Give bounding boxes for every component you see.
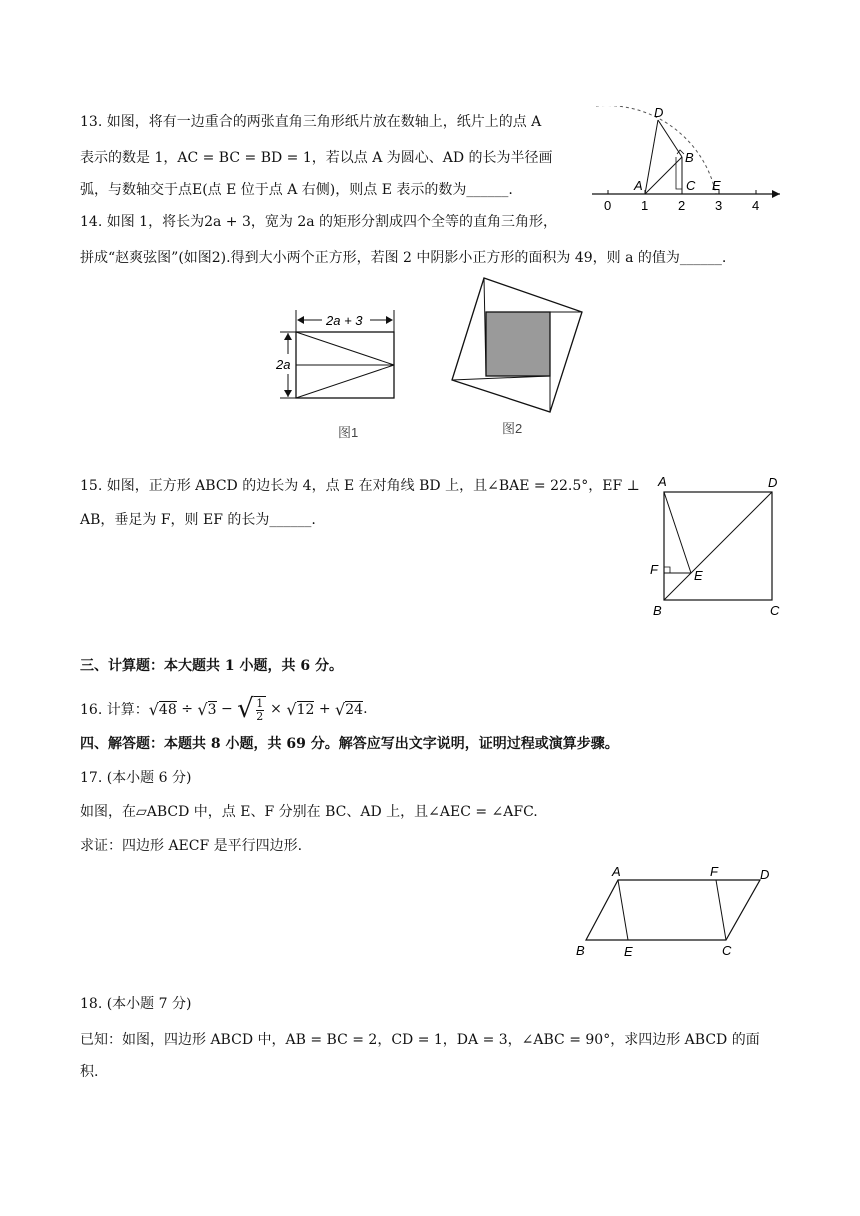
q16-prefix: 16. 计算： — [80, 702, 149, 718]
label-A: A — [612, 864, 621, 879]
q16-fraction: $\frac{1}{2}$ — [254, 696, 266, 723]
radical-icon: √ — [197, 699, 208, 719]
label-E: E — [712, 178, 721, 193]
q13-line3: 弧，与数轴交于点E(点 E 位于点 A 右侧)，则点 E 表示的数为______. — [80, 182, 513, 198]
segment-FC — [716, 880, 726, 940]
label-A: A — [658, 474, 667, 489]
fig1-height-label: 2a — [276, 357, 291, 372]
radical-icon: √ — [148, 699, 159, 719]
q16-radicand-1: 48 — [158, 701, 177, 718]
q16-radicand-4: 24 — [345, 701, 364, 718]
segment-AE — [664, 492, 691, 573]
label-B: B — [685, 150, 694, 165]
tick-3: 3 — [715, 198, 723, 213]
radical-icon: √ — [286, 699, 297, 719]
q14-figure2 — [446, 272, 590, 442]
parallelogram-ABCD — [586, 880, 760, 940]
fig2-shaded-square — [486, 312, 550, 376]
tick-1: 1 — [641, 198, 649, 213]
label-F: F — [650, 562, 658, 577]
label-D: D — [654, 106, 664, 120]
q15-line1: 15. 如图，正方形 ABCD 的边长为 4，点 E 在对角线 BD 上，且∠BAE = 22.5°，EF ⊥ — [80, 478, 640, 494]
segment-AE — [618, 880, 628, 940]
label-C: C — [722, 943, 732, 958]
fig1-width-label: 2a + 3 — [326, 313, 363, 328]
label-C: C — [770, 603, 780, 618]
q18-title: 18. (本小题 7 分) — [80, 996, 192, 1012]
tick-2: 2 — [678, 198, 686, 213]
q13-figure — [588, 106, 788, 214]
label-D: D — [760, 867, 770, 882]
fig1-caption: 图1 — [338, 425, 359, 440]
tick-0: 0 — [604, 198, 612, 213]
axis-arrow-icon — [772, 190, 780, 198]
label-B: B — [576, 943, 585, 958]
q17-line1: 如图，在▱ABCD 中，点 E、F 分别在 BC、AD 上，且∠AEC = ∠AFC. — [80, 804, 538, 820]
label-F: F — [710, 864, 718, 879]
label-E: E — [624, 944, 633, 959]
q18-line2: 积. — [80, 1064, 99, 1080]
q15-line2: AB，垂足为 F，则 EF 的长为______. — [80, 512, 316, 528]
q16-expression: 16. 计算： √ 48 ÷ √ 3 − √ $\frac{1}{2}$ × √ 12 + √ 24 . — [80, 694, 368, 724]
section4-heading: 四、解答题：本题共 8 小题，共 69 分。解答应写出文字说明，证明过程或演算步骤。 — [80, 736, 619, 752]
q17-line2: 求证：四边形 AECF 是平行四边形. — [80, 838, 303, 854]
q14-figure1 — [272, 306, 412, 440]
q17-title: 17. (本小题 6 分) — [80, 770, 192, 786]
label-B: B — [653, 603, 662, 618]
q18-line1: 已知：如图，四边形 ABCD 中，AB = BC = 2，CD = 1，DA = 3，∠ABC = 90°，求四边形 ABCD 的面 — [80, 1032, 760, 1048]
q17-figure — [570, 860, 780, 964]
q15-figure — [646, 474, 786, 620]
q16-radicand-3: 12 — [296, 701, 315, 718]
label-C: C — [686, 178, 696, 193]
diagonal-BD — [664, 492, 772, 600]
q16-radicand-2: 3 — [207, 701, 217, 718]
radical-icon: √ — [237, 694, 254, 724]
label-D: D — [768, 475, 778, 490]
q13-line1: 13. 如图，将有一边重合的两张直角三角形纸片放在数轴上，纸片上的点 A — [80, 114, 542, 130]
q13-line2: 表示的数是 1，AC = BC = BD = 1，若以点 A 为圆心、AD 的长为半径画 — [80, 150, 553, 166]
section3-heading: 三、计算题：本大题共 1 小题，共 6 分。 — [80, 658, 343, 674]
label-A: A — [634, 178, 643, 193]
q14-line1: 14. 如图 1，将长为2a + 3，宽为 2a 的矩形分割成四个全等的直角三角形， — [80, 214, 558, 230]
tick-4: 4 — [752, 198, 760, 213]
fig2-caption: 图2 — [502, 421, 523, 436]
label-E: E — [694, 568, 703, 583]
radical-icon: √ — [335, 699, 346, 719]
q14-line2: 拼成“赵爽弦图”(如图2).得到大小两个正方形，若图 2 中阴影小正方形的面积为 49，则 a 的值为______. — [80, 250, 727, 266]
